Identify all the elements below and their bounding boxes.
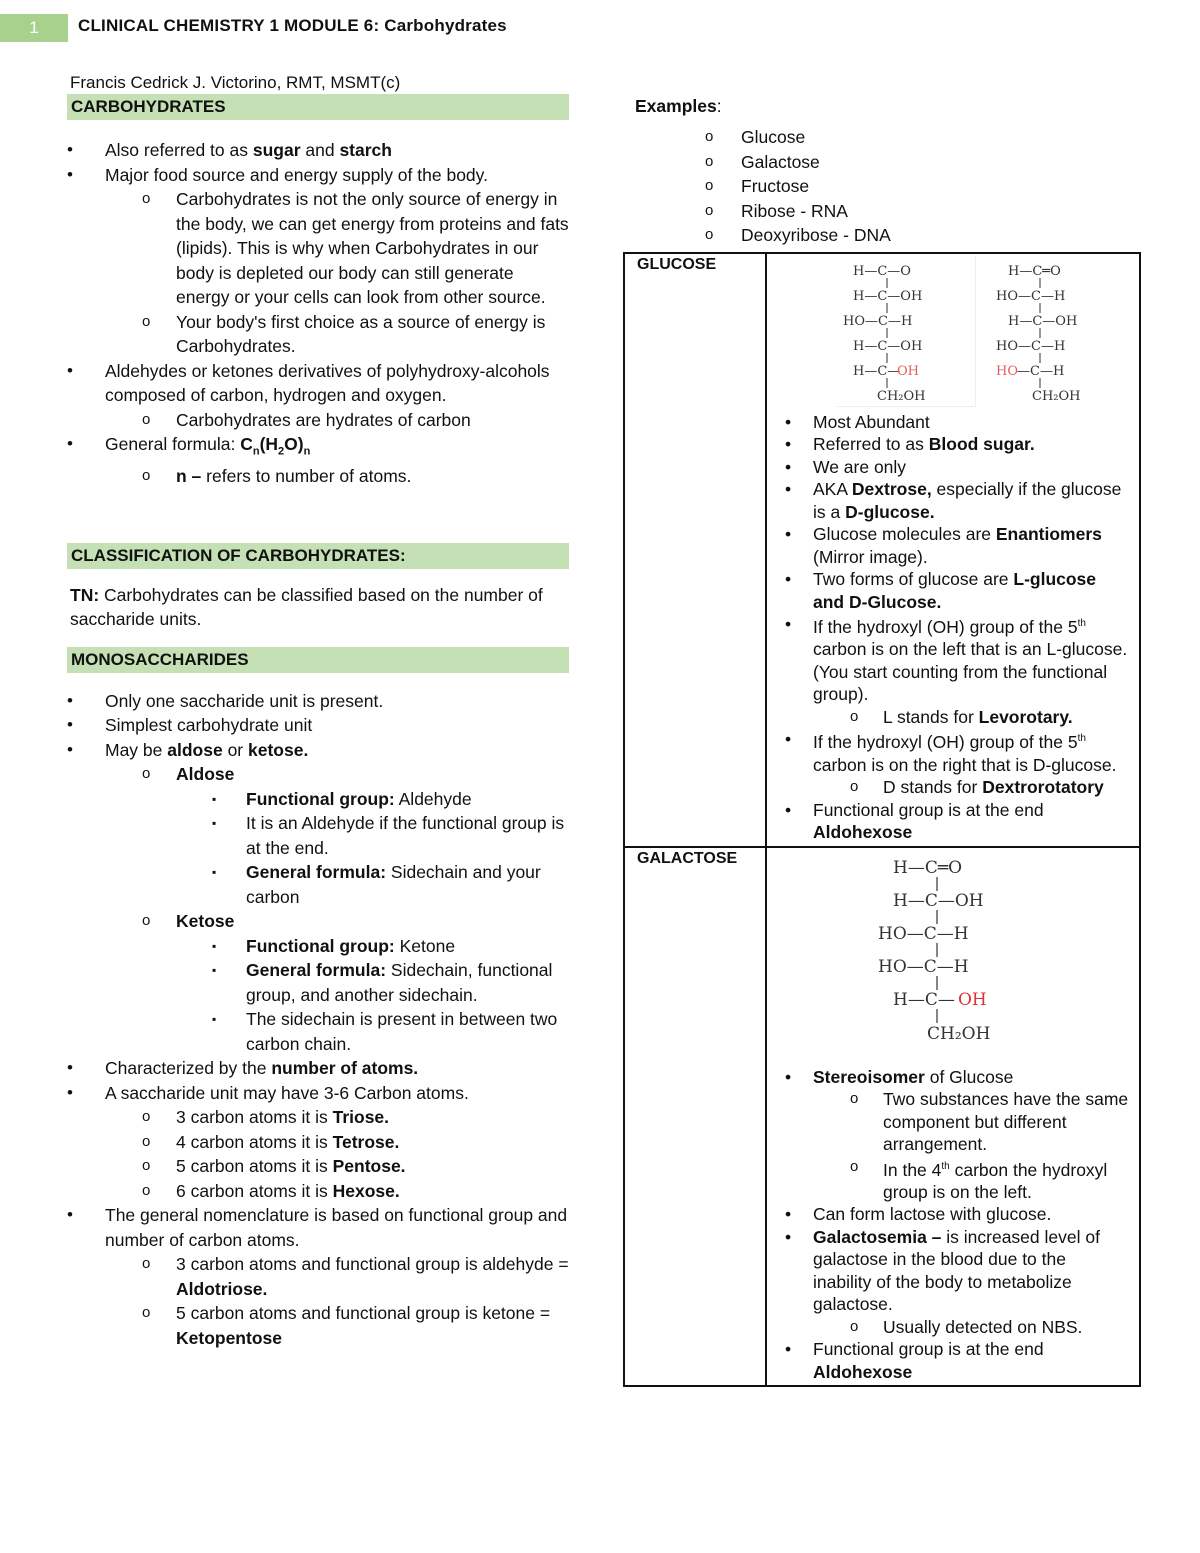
list-item: • Galactosemia – is increased level of galactose in the blood due to the inability of the body to metabolize galactose. xyxy=(777,1226,1129,1316)
list-item: o 3 carbon atoms it is Triose. xyxy=(67,1105,569,1130)
galactose-body-cell xyxy=(766,847,1140,1387)
list-item: o D stands for Dextrorotatory xyxy=(777,776,1129,799)
list-item: • If the hydroxyl (OH) group of the 5th carbon is on the right that is D-glucose. xyxy=(777,728,1129,776)
list-item: • Functional group is at the end Aldohexose xyxy=(777,799,1129,844)
example-item: o Ribose - RNA xyxy=(623,199,1141,224)
table-row-glucose xyxy=(624,253,1140,847)
example-item: o Galactose xyxy=(623,150,1141,175)
list-item: ▪ Functional group: Ketone xyxy=(67,934,569,959)
carbohydrates-list xyxy=(67,138,569,489)
galactose-name-cell: GALACTOSE xyxy=(624,847,766,1387)
structure-line: H—C—OH xyxy=(853,288,923,304)
structure-line: HO—C—H xyxy=(996,338,1066,354)
structure-line: H—C═O xyxy=(893,857,963,878)
list-item: o 5 carbon atoms and functional group is ketone = Ketopentose xyxy=(67,1301,569,1350)
list-item: • AKA Dextrose, especially if the glucose is a D-glucose. xyxy=(777,478,1129,523)
list-item: • Can form lactose with glucose. xyxy=(777,1203,1129,1226)
structure-line: HO—C—H xyxy=(878,923,969,944)
list-item: ▪ General formula: Sidechain, functional group, and another sidechain. xyxy=(67,958,569,1007)
structure-line-highlight: OH xyxy=(897,363,919,379)
example-item: o Glucose xyxy=(623,125,1141,150)
list-item: o Carbohydrates are hydrates of carbon xyxy=(67,408,569,433)
d-glucose-structure-diagram xyxy=(990,256,1100,406)
galactose-structure-diagram xyxy=(867,850,1027,1062)
list-item: • General formula: $C_n(H_2O)_n$ xyxy=(67,432,569,464)
author-line: Francis Cedrick J. Victorino, RMT, MSMT(c) xyxy=(70,73,401,92)
examples-list xyxy=(623,125,1141,248)
list-item: • If the hydroxyl (OH) group of the 5th carbon is on the left that is an L-glucose. (You start counting from the functional group). xyxy=(777,613,1129,706)
carbohydrate-table xyxy=(623,252,1141,1388)
list-item: o L stands for Levorotary. xyxy=(777,706,1129,729)
example-item: o Fructose xyxy=(623,174,1141,199)
list-item: • The general nomenclature is based on functional group and number of carbon atoms. xyxy=(67,1203,569,1252)
list-item: • We are only xyxy=(777,456,1129,479)
section-heading-carbohydrates: CARBOHYDRATES xyxy=(67,94,569,120)
list-item: • Simplest carbohydrate unit xyxy=(67,713,569,738)
list-item: o Ketose xyxy=(67,909,569,934)
list-item: • Stereoisomer of Glucose xyxy=(777,1066,1129,1089)
l-glucose-structure-diagram xyxy=(837,256,976,407)
section-heading-classification: CLASSIFICATION OF CARBOHYDRATES: xyxy=(67,543,569,569)
glucose-structures xyxy=(837,256,1129,407)
list-item: • Aldehydes or ketones derivatives of polyhydroxy-alcohols composed of carbon, hydrogen and oxygen. xyxy=(67,359,569,408)
list-item: • A saccharide unit may have 3-6 Carbon atoms. xyxy=(67,1081,569,1106)
list-item: o Aldose xyxy=(67,762,569,787)
list-item: • Most Abundant xyxy=(777,411,1129,434)
structure-line: CH₂OH xyxy=(927,1023,991,1044)
list-item: ▪ General formula: Sidechain and your carbon xyxy=(67,860,569,909)
structure-line: —C—H xyxy=(1017,363,1065,379)
list-item: ▪ It is an Aldehyde if the functional group is at the end. xyxy=(67,811,569,860)
list-item: • Functional group is at the end Aldohexose xyxy=(777,1338,1129,1383)
structure-line: H—C—OH xyxy=(1008,313,1078,329)
structure-line: H—C—O xyxy=(853,263,911,279)
list-item: • Also referred to as sugar and starch xyxy=(67,138,569,163)
page-number-tab: 1 xyxy=(0,14,68,42)
list-item: • Only one saccharide unit is present. xyxy=(67,689,569,714)
list-item: • Glucose molecules are Enantiomers (Mirror image). xyxy=(777,523,1129,568)
list-item: o In the 4th carbon the hydroxyl group is on the left. xyxy=(777,1156,1129,1204)
structure-line: H—C—OH xyxy=(853,338,923,354)
table-row-galactose xyxy=(624,847,1140,1387)
list-item: • Characterized by the number of atoms. xyxy=(67,1056,569,1081)
example-item: o Deoxyribose - DNA xyxy=(623,223,1141,248)
section-heading-monosaccharides: MONOSACCHARIDES xyxy=(67,647,569,673)
list-item: o 3 carbon atoms and functional group is aldehyde = Aldotriose. xyxy=(67,1252,569,1301)
list-item: o Usually detected on NBS. xyxy=(777,1316,1129,1339)
examples-label: Examples: xyxy=(635,96,722,116)
list-item: • May be aldose or ketose. xyxy=(67,738,569,763)
glucose-notes xyxy=(777,411,1129,844)
list-item: • Referred to as Blood sugar. xyxy=(777,433,1129,456)
list-item: o Carbohydrates is not the only source of energy in the body, we can get energy from proteins and fats (lipids). This is why when Carbohydrates in our body is depleted our body can still generate energy or your cells can look from other source. xyxy=(67,187,569,310)
list-item: o 6 carbon atoms it is Hexose. xyxy=(67,1179,569,1204)
left-column xyxy=(67,94,569,1350)
list-item: o Your body's first choice as a source of energy is Carbohydrates. xyxy=(67,310,569,359)
glucose-name-cell: GLUCOSE xyxy=(624,253,766,847)
glucose-body-cell xyxy=(766,253,1140,847)
structure-line: H—C— xyxy=(853,363,901,379)
galactose-notes xyxy=(777,1066,1129,1384)
list-item: o 5 carbon atoms it is Pentose. xyxy=(67,1154,569,1179)
structure-line: CH₂OH xyxy=(1032,388,1081,404)
document-title: CLINICAL CHEMISTRY 1 MODULE 6: Carbohydrates xyxy=(78,16,507,35)
list-item: ▪ The sidechain is present in between two carbon chain. xyxy=(67,1007,569,1056)
structure-line: H—C—OH xyxy=(893,890,984,911)
list-item: o n – refers to number of atoms. xyxy=(67,464,569,489)
list-item: • Major food source and energy supply of the body. xyxy=(67,163,569,188)
list-item: • Two forms of glucose are L-glucose and D-Glucose. xyxy=(777,568,1129,613)
structure-line: HO—C—H xyxy=(996,288,1066,304)
list-item: ▪ Functional group: Aldehyde xyxy=(67,787,569,812)
structure-line-highlight: OH xyxy=(958,989,987,1010)
general-formula: $C_n(H_2O)_n$ xyxy=(240,434,311,458)
structure-line: H—C— xyxy=(893,989,955,1010)
list-item: o 4 carbon atoms it is Tetrose. xyxy=(67,1130,569,1155)
structure-line: HO—C—H xyxy=(878,956,969,977)
right-column xyxy=(623,94,1141,1387)
structure-line: H—C═O xyxy=(1008,263,1061,279)
monosaccharides-list xyxy=(67,689,569,1351)
tn-note: TN: Carbohydrates can be classified based on the number of saccharide units. xyxy=(70,584,543,629)
structure-line: CH₂OH xyxy=(877,388,926,404)
structure-line-highlight: HO xyxy=(996,363,1018,379)
structure-line: HO—C—H xyxy=(843,313,913,329)
list-item: o Two substances have the same component but different arrangement. xyxy=(777,1088,1129,1156)
